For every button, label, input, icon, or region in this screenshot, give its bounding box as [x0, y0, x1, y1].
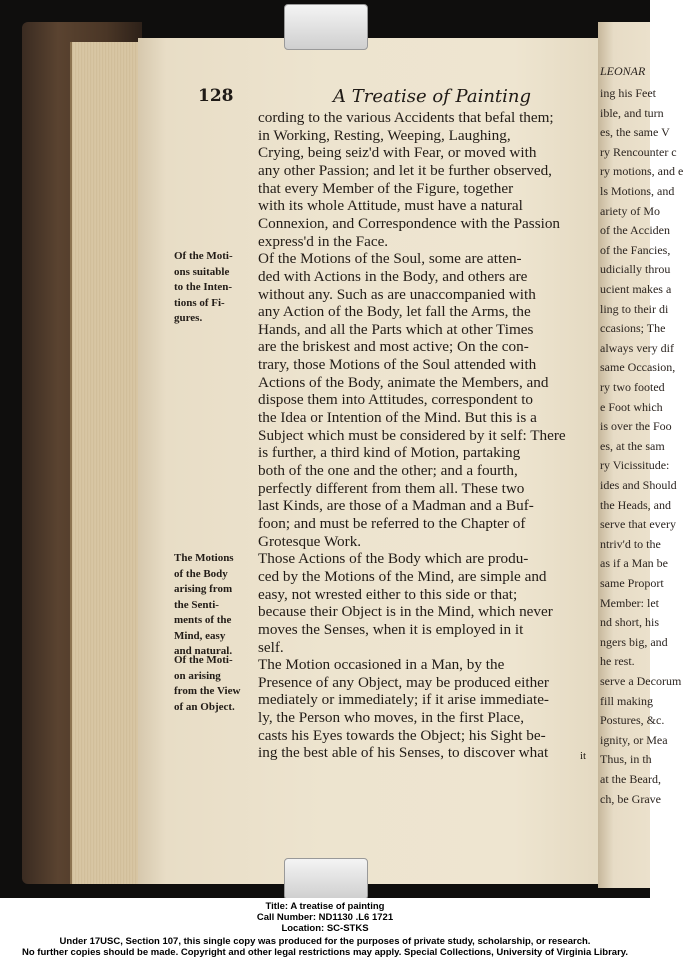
facing-page [598, 22, 683, 888]
text-line: without any. Such as are unaccompanied with [258, 285, 536, 303]
facing-page-line: ible, and turn [600, 105, 664, 120]
facing-page-line: ry motions, and e [600, 164, 683, 179]
text-line: mediately or immediately; if it arise immediate- [258, 691, 549, 709]
marginal-note-line: to the Inten- [174, 281, 233, 293]
page-header [198, 86, 598, 110]
facing-page-line: ing his Feet [600, 86, 656, 100]
text-line: the Idea or Intention of the Mind. But this is a [258, 409, 537, 427]
facing-page-line: serve a Decorum [600, 674, 682, 688]
text-line: perfectly different from them all. These two [258, 479, 525, 497]
text-line: Subject which must be considered by it self: There [258, 426, 566, 444]
text-line: Crying, being seiz'd with Fear, or moved with [258, 144, 537, 162]
text-line: The Motion occasioned in a Man, by the [258, 656, 505, 674]
text-line: Those Actions of the Body which are produ- [258, 550, 529, 568]
text-line: ced by the Motions of the Mind, are simple and [258, 567, 547, 585]
facing-page-line: ccasions; The [600, 321, 666, 336]
text-line: ded with Actions in the Body, and others are [258, 267, 528, 285]
facing-page-line: ntriv'd to the [600, 536, 661, 551]
text-line: moves the Senses, when it is employed in it [258, 620, 524, 638]
text-line: because their Object is in the Mind, which never [258, 603, 553, 621]
marginal-note-line: Mind, easy [174, 629, 226, 642]
text-line: Of the Motions of the Soul, some are atten- [258, 250, 522, 268]
page-fore-edge [70, 42, 142, 884]
top-page-clip [284, 4, 368, 50]
facing-page-line: always very dif [600, 340, 674, 355]
text-line: ly, the Person who moves, in the first Place, [258, 709, 525, 727]
facing-page-line: fill making [600, 693, 653, 708]
facing-page-line: ling to their di [600, 301, 669, 316]
marginal-note-line: tions of Fi- [174, 296, 225, 309]
facing-page-line: of the Fancies, [600, 242, 671, 257]
facing-page-line: ides and Should [600, 478, 677, 492]
facing-page-line: serve that every [600, 517, 676, 532]
marginal-note-line: ments of the [174, 614, 232, 626]
caption-location: Location: SC-STKS [281, 923, 369, 934]
marginal-note-line: Of the Moti- [174, 654, 233, 666]
facing-page-line: es, the same V [600, 125, 670, 140]
catchword: it [580, 750, 587, 762]
caption-call-number: Call Number: ND1130 .L6 1721 [256, 912, 394, 923]
marginal-note-line: from the View [174, 685, 241, 697]
facing-page-line: ignity, or Mea [600, 732, 668, 747]
facing-page-line: ry Vicissitude: [600, 458, 670, 473]
text-line: Actions of the Body, animate the Members, and [258, 373, 549, 391]
text-line: cording to the various Accidents that befal them; [258, 109, 554, 126]
text-line: any other Passion; and let it be further observed, [258, 161, 552, 179]
facing-page-header: LEONAR [600, 64, 646, 78]
facing-page-line: ucient makes a [600, 282, 672, 296]
facing-page-line: Postures, &c. [600, 713, 665, 728]
text-line: casts his Eyes towards the Object; his Sight be- [258, 726, 546, 744]
facing-page-line: same Occasion, [600, 360, 676, 375]
facing-page-line: nd short, his [600, 615, 660, 630]
facing-page-line: ariety of Mo [600, 203, 660, 218]
text-line: is further, a third kind of Motion, partaking [258, 444, 521, 462]
running-title: A Treatise of Painting [333, 86, 532, 107]
marginal-note-line: ons suitable [174, 265, 230, 278]
facing-page-line: as if a Man be [600, 556, 668, 571]
text-line: foon; and must be referred to the Chapter of [258, 514, 526, 532]
bottom-page-clip [284, 858, 368, 900]
text-line: easy, not wrested either to this side or that; [258, 585, 518, 603]
facing-page-line: the Heads, and [600, 497, 671, 512]
text-line: express'd in the Face. [258, 232, 389, 250]
facing-page-line: es, at the sam [600, 438, 665, 453]
marginal-note-line: of an Object. [174, 700, 235, 713]
text-line: self. [258, 638, 284, 656]
text-line: ing the best able of his Senses, to discover what [258, 744, 549, 762]
text-line: Hands, and all the Parts which at other Times [258, 320, 534, 338]
caption-title: Title: A treatise of painting [265, 901, 385, 912]
marginal-note-line: and natural. [174, 645, 233, 657]
facing-page-line: ch, be Grave [600, 791, 661, 806]
facing-page-line: ls Motions, and [600, 184, 675, 198]
text-line: Grotesque Work. [258, 532, 362, 550]
marginal-note-line: gures. [174, 312, 203, 324]
text-line: with its whole Attitude, must have a natural [258, 197, 523, 215]
marginal-note-line: The Motions [174, 552, 234, 564]
facing-page-line: same Proport [600, 576, 664, 590]
text-line: both of the one and the other; and a fourth, [258, 462, 518, 479]
marginal-note-line: on arising [174, 669, 221, 682]
text-line: last Kinds, are those of a Madman and a Buf- [258, 497, 534, 515]
facing-page-line: ry two footed [600, 380, 665, 394]
facing-page-line: Thus, in th [600, 752, 652, 767]
text-line: trary, those Motions of the Soul attended with [258, 356, 537, 374]
marginal-note-line: Of the Moti- [174, 250, 233, 262]
text-line: in Working, Resting, Weeping, Laughing, [258, 126, 511, 144]
facing-page-line: of the Acciden [600, 223, 670, 238]
facing-page-line: ngers big, and [600, 634, 668, 649]
text-line: are the briskest and most active; On the con- [258, 338, 529, 356]
caption-notice-1: Under 17USC, Section 107, this single copy was produced for the purposes of private study, scholarship, or research. [59, 936, 591, 947]
text-line: Connexion, and Correspondence with the Passion [258, 214, 561, 232]
marginal-note-line: of the Body [174, 567, 228, 580]
facing-page-line: at the Beard, [600, 772, 661, 786]
marginal-note-line: arising from [174, 583, 233, 595]
library-caption [0, 898, 650, 958]
marginal-note-line: the Senti- [174, 598, 219, 611]
page-number: 128 [198, 86, 234, 106]
facing-page-line: he rest. [600, 654, 635, 669]
text-line: any Action of the Body, let fall the Arms, the [258, 303, 531, 321]
text-line: that every Member of the Figure, together [258, 179, 514, 197]
text-line: Presence of any Object, may be produced either [258, 673, 549, 691]
facing-page-line: ry Rencounter c [600, 144, 677, 159]
facing-page-line: is over the Foo [600, 419, 672, 434]
facing-page-line: e Foot which [600, 399, 663, 414]
text-line: dispose them into Attitudes, correspondent to [258, 391, 534, 409]
caption-notice-2: No further copies should be made. Copyright and other legal restrictions may apply. Special Collections, University of Virginia Library. [21, 947, 629, 958]
facing-page-line: udicially throu [600, 262, 671, 277]
facing-page-line: Member: let [600, 595, 659, 610]
